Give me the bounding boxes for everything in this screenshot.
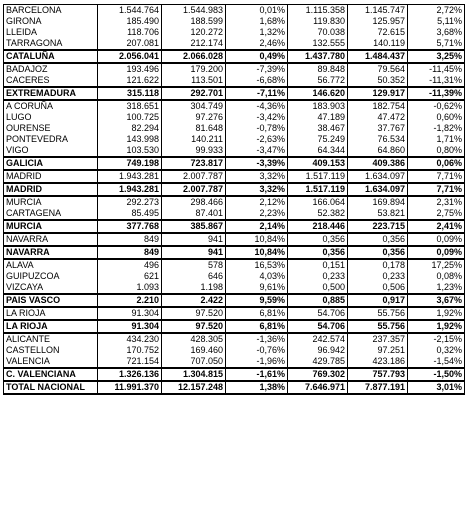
value-cell-c6: 2,41% bbox=[408, 220, 465, 233]
value-cell-c5: 7.877.191 bbox=[348, 381, 408, 394]
value-cell-c2: 87.401 bbox=[162, 208, 226, 220]
value-cell-c5: 1.145.747 bbox=[348, 5, 408, 17]
value-cell-c3: -3,47% bbox=[226, 145, 288, 157]
value-cell-c3: 3,32% bbox=[226, 170, 288, 183]
total-row bbox=[4, 246, 465, 259]
total-row bbox=[4, 220, 465, 233]
value-cell-c6: 3,01% bbox=[408, 381, 465, 394]
value-cell-c3: 4,03% bbox=[226, 271, 288, 282]
value-cell-c2: 2.066.028 bbox=[162, 50, 226, 63]
value-cell-c3: 10,84% bbox=[226, 233, 288, 246]
value-cell-c3: 2,12% bbox=[226, 196, 288, 208]
value-cell-c6: 2,31% bbox=[408, 196, 465, 208]
value-cell-c3: 2,23% bbox=[226, 208, 288, 220]
total-row bbox=[4, 50, 465, 63]
value-cell-c2: 97.520 bbox=[162, 307, 226, 320]
value-cell-c6: -11,31% bbox=[408, 75, 465, 87]
value-cell-c1: 621 bbox=[98, 271, 162, 282]
value-cell-c3: -7,39% bbox=[226, 63, 288, 75]
value-cell-c6: 0,60% bbox=[408, 112, 465, 123]
value-cell-c1: 1.544.764 bbox=[98, 5, 162, 17]
value-cell-c6: 0,80% bbox=[408, 145, 465, 157]
value-cell-c5: 97.251 bbox=[348, 345, 408, 356]
region-name-cell: LLEIDA bbox=[4, 27, 98, 38]
value-cell-c4: 0,151 bbox=[288, 259, 348, 271]
value-cell-c5: 223.715 bbox=[348, 220, 408, 233]
value-cell-c6: -1,54% bbox=[408, 356, 465, 368]
value-cell-c2: 81.648 bbox=[162, 123, 226, 134]
region-name-cell: GUIPUZCOA bbox=[4, 271, 98, 282]
value-cell-c2: 298.466 bbox=[162, 196, 226, 208]
region-name-cell: GALICIA bbox=[4, 157, 98, 170]
value-cell-c5: 0,233 bbox=[348, 271, 408, 282]
value-cell-c4: 70.038 bbox=[288, 27, 348, 38]
value-cell-c5: 47.472 bbox=[348, 112, 408, 123]
value-cell-c2: 304.749 bbox=[162, 100, 226, 112]
region-name-cell: C. VALENCIANA bbox=[4, 368, 98, 381]
value-cell-c5: 0,356 bbox=[348, 233, 408, 246]
value-cell-c2: 941 bbox=[162, 233, 226, 246]
table-row bbox=[4, 75, 465, 87]
value-cell-c3: -6,68% bbox=[226, 75, 288, 87]
value-cell-c1: 11.991.370 bbox=[98, 381, 162, 394]
value-cell-c2: 113.501 bbox=[162, 75, 226, 87]
value-cell-c1: 849 bbox=[98, 233, 162, 246]
value-cell-c6: 5,11% bbox=[408, 16, 465, 27]
value-cell-c2: 578 bbox=[162, 259, 226, 271]
value-cell-c3: 9,61% bbox=[226, 282, 288, 294]
table-row bbox=[4, 333, 465, 345]
value-cell-c1: 496 bbox=[98, 259, 162, 271]
value-cell-c1: 82.294 bbox=[98, 123, 162, 134]
table-row bbox=[4, 16, 465, 27]
value-cell-c1: 143.998 bbox=[98, 134, 162, 145]
value-cell-c2: 212.174 bbox=[162, 38, 226, 50]
value-cell-c6: 1,92% bbox=[408, 307, 465, 320]
value-cell-c5: 423.186 bbox=[348, 356, 408, 368]
region-name-cell: A CORUÑA bbox=[4, 100, 98, 112]
value-cell-c5: 0,917 bbox=[348, 294, 408, 307]
table-row bbox=[4, 282, 465, 294]
value-cell-c5: 37.767 bbox=[348, 123, 408, 134]
value-cell-c3: 3,32% bbox=[226, 183, 288, 196]
value-cell-c2: 2.007.787 bbox=[162, 183, 226, 196]
region-name-cell: LUGO bbox=[4, 112, 98, 123]
value-cell-c6: 0,09% bbox=[408, 246, 465, 259]
value-cell-c1: 749.198 bbox=[98, 157, 162, 170]
value-cell-c4: 7.646.971 bbox=[288, 381, 348, 394]
region-name-cell: PONTEVEDRA bbox=[4, 134, 98, 145]
value-cell-c4: 56.772 bbox=[288, 75, 348, 87]
value-cell-c5: 0,356 bbox=[348, 246, 408, 259]
region-name-cell: GIRONA bbox=[4, 16, 98, 27]
value-cell-c5: 409.386 bbox=[348, 157, 408, 170]
value-cell-c1: 1.943.281 bbox=[98, 183, 162, 196]
value-cell-c4: 1.517.119 bbox=[288, 183, 348, 196]
value-cell-c3: -0,78% bbox=[226, 123, 288, 134]
table-row bbox=[4, 123, 465, 134]
value-cell-c5: 757.793 bbox=[348, 368, 408, 381]
value-cell-c3: 0,01% bbox=[226, 5, 288, 17]
value-cell-c2: 941 bbox=[162, 246, 226, 259]
total-row bbox=[4, 320, 465, 333]
region-name-cell: EXTREMADURA bbox=[4, 87, 98, 100]
value-cell-c4: 1.115.358 bbox=[288, 5, 348, 17]
value-cell-c1: 103.530 bbox=[98, 145, 162, 157]
total-row bbox=[4, 183, 465, 196]
value-cell-c3: -1,36% bbox=[226, 333, 288, 345]
value-cell-c1: 377.768 bbox=[98, 220, 162, 233]
value-cell-c2: 707.050 bbox=[162, 356, 226, 368]
value-cell-c4: 0,233 bbox=[288, 271, 348, 282]
value-cell-c2: 723.817 bbox=[162, 157, 226, 170]
value-cell-c6: -0,62% bbox=[408, 100, 465, 112]
value-cell-c2: 292.701 bbox=[162, 87, 226, 100]
value-cell-c4: 54.706 bbox=[288, 307, 348, 320]
value-cell-c3: -1,61% bbox=[226, 368, 288, 381]
table-row bbox=[4, 112, 465, 123]
region-name-cell: TOTAL NACIONAL bbox=[4, 381, 98, 394]
region-name-cell: CARTAGENA bbox=[4, 208, 98, 220]
value-cell-c3: 0,49% bbox=[226, 50, 288, 63]
region-name-cell: MADRID bbox=[4, 183, 98, 196]
region-name-cell: ALICANTE bbox=[4, 333, 98, 345]
value-cell-c4: 47.189 bbox=[288, 112, 348, 123]
table-row bbox=[4, 196, 465, 208]
value-cell-c1: 2.056.041 bbox=[98, 50, 162, 63]
value-cell-c4: 89.848 bbox=[288, 63, 348, 75]
value-cell-c5: 0,178 bbox=[348, 259, 408, 271]
region-name-cell: MURCIA bbox=[4, 196, 98, 208]
value-cell-c4: 0,500 bbox=[288, 282, 348, 294]
value-cell-c6: 1,23% bbox=[408, 282, 465, 294]
value-cell-c2: 169.460 bbox=[162, 345, 226, 356]
value-cell-c2: 385.867 bbox=[162, 220, 226, 233]
value-cell-c1: 91.304 bbox=[98, 320, 162, 333]
value-cell-c2: 12.157.248 bbox=[162, 381, 226, 394]
value-cell-c4: 242.574 bbox=[288, 333, 348, 345]
region-name-cell: ALAVA bbox=[4, 259, 98, 271]
value-cell-c4: 166.064 bbox=[288, 196, 348, 208]
value-cell-c3: 1,32% bbox=[226, 27, 288, 38]
table-row bbox=[4, 233, 465, 246]
value-cell-c3: 1,38% bbox=[226, 381, 288, 394]
value-cell-c1: 315.118 bbox=[98, 87, 162, 100]
value-cell-c6: -2,15% bbox=[408, 333, 465, 345]
total-row bbox=[4, 294, 465, 307]
value-cell-c4: 54.706 bbox=[288, 320, 348, 333]
value-cell-c3: 10,84% bbox=[226, 246, 288, 259]
value-cell-c2: 2.007.787 bbox=[162, 170, 226, 183]
region-name-cell: LA RIOJA bbox=[4, 307, 98, 320]
table-row bbox=[4, 100, 465, 112]
value-cell-c5: 1.634.097 bbox=[348, 183, 408, 196]
value-cell-c4: 1.517.119 bbox=[288, 170, 348, 183]
value-cell-c3: 2,46% bbox=[226, 38, 288, 50]
table-row bbox=[4, 170, 465, 183]
value-cell-c1: 207.081 bbox=[98, 38, 162, 50]
value-cell-c2: 188.599 bbox=[162, 16, 226, 27]
value-cell-c6: 2,72% bbox=[408, 5, 465, 17]
table-row bbox=[4, 63, 465, 75]
region-name-cell: CASTELLON bbox=[4, 345, 98, 356]
value-cell-c3: -3,42% bbox=[226, 112, 288, 123]
value-cell-c5: 1.484.437 bbox=[348, 50, 408, 63]
table-row bbox=[4, 356, 465, 368]
value-cell-c5: 64.860 bbox=[348, 145, 408, 157]
value-cell-c5: 76.534 bbox=[348, 134, 408, 145]
total-row bbox=[4, 157, 465, 170]
value-cell-c4: 429.785 bbox=[288, 356, 348, 368]
value-cell-c2: 428.305 bbox=[162, 333, 226, 345]
value-cell-c4: 64.344 bbox=[288, 145, 348, 157]
value-cell-c6: 0,32% bbox=[408, 345, 465, 356]
value-cell-c6: 1,92% bbox=[408, 320, 465, 333]
value-cell-c3: -4,36% bbox=[226, 100, 288, 112]
table-row bbox=[4, 145, 465, 157]
value-cell-c6: 7,71% bbox=[408, 170, 465, 183]
value-cell-c3: 2,14% bbox=[226, 220, 288, 233]
value-cell-c6: 7,71% bbox=[408, 183, 465, 196]
table-row bbox=[4, 27, 465, 38]
value-cell-c4: 1.437.780 bbox=[288, 50, 348, 63]
total-row bbox=[4, 368, 465, 381]
value-cell-c3: -2,63% bbox=[226, 134, 288, 145]
value-cell-c5: 169.894 bbox=[348, 196, 408, 208]
value-cell-c1: 721.154 bbox=[98, 356, 162, 368]
region-name-cell: MADRID bbox=[4, 170, 98, 183]
value-cell-c4: 218.446 bbox=[288, 220, 348, 233]
value-cell-c3: 6,81% bbox=[226, 307, 288, 320]
value-cell-c2: 646 bbox=[162, 271, 226, 282]
value-cell-c1: 118.706 bbox=[98, 27, 162, 38]
value-cell-c5: 182.754 bbox=[348, 100, 408, 112]
region-name-cell: PAIS VASCO bbox=[4, 294, 98, 307]
value-cell-c1: 2.210 bbox=[98, 294, 162, 307]
value-cell-c2: 1.304.815 bbox=[162, 368, 226, 381]
value-cell-c2: 140.211 bbox=[162, 134, 226, 145]
value-cell-c1: 185.490 bbox=[98, 16, 162, 27]
region-name-cell: BARCELONA bbox=[4, 5, 98, 17]
table-row bbox=[4, 208, 465, 220]
value-cell-c5: 237.357 bbox=[348, 333, 408, 345]
region-name-cell: NAVARRA bbox=[4, 233, 98, 246]
value-cell-c3: -1,96% bbox=[226, 356, 288, 368]
value-cell-c1: 91.304 bbox=[98, 307, 162, 320]
value-cell-c2: 99.933 bbox=[162, 145, 226, 157]
value-cell-c6: 3,25% bbox=[408, 50, 465, 63]
value-cell-c4: 132.555 bbox=[288, 38, 348, 50]
value-cell-c4: 38.467 bbox=[288, 123, 348, 134]
value-cell-c1: 170.752 bbox=[98, 345, 162, 356]
region-name-cell: LA RIOJA bbox=[4, 320, 98, 333]
value-cell-c1: 1.093 bbox=[98, 282, 162, 294]
value-cell-c5: 0,506 bbox=[348, 282, 408, 294]
value-cell-c4: 146.620 bbox=[288, 87, 348, 100]
value-cell-c6: 1,71% bbox=[408, 134, 465, 145]
table-body bbox=[4, 5, 465, 395]
table-row bbox=[4, 38, 465, 50]
value-cell-c4: 52.382 bbox=[288, 208, 348, 220]
value-cell-c6: 0,08% bbox=[408, 271, 465, 282]
value-cell-c4: 75.249 bbox=[288, 134, 348, 145]
value-cell-c4: 183.903 bbox=[288, 100, 348, 112]
region-name-cell: CATALUÑA bbox=[4, 50, 98, 63]
value-cell-c5: 125.957 bbox=[348, 16, 408, 27]
value-cell-c4: 96.942 bbox=[288, 345, 348, 356]
table-row bbox=[4, 134, 465, 145]
value-cell-c5: 53.821 bbox=[348, 208, 408, 220]
value-cell-c4: 0,356 bbox=[288, 233, 348, 246]
region-name-cell: TARRAGONA bbox=[4, 38, 98, 50]
total-row bbox=[4, 87, 465, 100]
value-cell-c6: 0,06% bbox=[408, 157, 465, 170]
value-cell-c6: 3,67% bbox=[408, 294, 465, 307]
region-name-cell: CACERES bbox=[4, 75, 98, 87]
value-cell-c6: 3,68% bbox=[408, 27, 465, 38]
value-cell-c1: 121.622 bbox=[98, 75, 162, 87]
value-cell-c4: 119.830 bbox=[288, 16, 348, 27]
value-cell-c6: 17,25% bbox=[408, 259, 465, 271]
value-cell-c3: -0,76% bbox=[226, 345, 288, 356]
value-cell-c2: 1.544.983 bbox=[162, 5, 226, 17]
value-cell-c1: 1.943.281 bbox=[98, 170, 162, 183]
table-row bbox=[4, 259, 465, 271]
value-cell-c1: 100.725 bbox=[98, 112, 162, 123]
value-cell-c5: 129.917 bbox=[348, 87, 408, 100]
value-cell-c6: -1,50% bbox=[408, 368, 465, 381]
value-cell-c2: 1.198 bbox=[162, 282, 226, 294]
table-row bbox=[4, 345, 465, 356]
value-cell-c5: 55.756 bbox=[348, 320, 408, 333]
value-cell-c5: 50.352 bbox=[348, 75, 408, 87]
region-name-cell: VIGO bbox=[4, 145, 98, 157]
value-cell-c4: 409.153 bbox=[288, 157, 348, 170]
value-cell-c3: 16,53% bbox=[226, 259, 288, 271]
value-cell-c3: -7,11% bbox=[226, 87, 288, 100]
table-row bbox=[4, 307, 465, 320]
value-cell-c6: -11,45% bbox=[408, 63, 465, 75]
value-cell-c3: 1,68% bbox=[226, 16, 288, 27]
value-cell-c1: 292.273 bbox=[98, 196, 162, 208]
value-cell-c6: 2,75% bbox=[408, 208, 465, 220]
region-name-cell: VALENCIA bbox=[4, 356, 98, 368]
value-cell-c4: 0,885 bbox=[288, 294, 348, 307]
region-name-cell: BADAJOZ bbox=[4, 63, 98, 75]
value-cell-c5: 1.634.097 bbox=[348, 170, 408, 183]
region-name-cell: NAVARRA bbox=[4, 246, 98, 259]
value-cell-c2: 2.422 bbox=[162, 294, 226, 307]
value-cell-c1: 434.230 bbox=[98, 333, 162, 345]
value-cell-c4: 769.302 bbox=[288, 368, 348, 381]
region-name-cell: OURENSE bbox=[4, 123, 98, 134]
value-cell-c5: 79.564 bbox=[348, 63, 408, 75]
region-name-cell: VIZCAYA bbox=[4, 282, 98, 294]
value-cell-c1: 849 bbox=[98, 246, 162, 259]
value-cell-c1: 318.651 bbox=[98, 100, 162, 112]
value-cell-c1: 1.326.136 bbox=[98, 368, 162, 381]
value-cell-c1: 85.495 bbox=[98, 208, 162, 220]
value-cell-c6: 5,71% bbox=[408, 38, 465, 50]
value-cell-c6: -1,82% bbox=[408, 123, 465, 134]
value-cell-c2: 179.200 bbox=[162, 63, 226, 75]
value-cell-c3: 9,59% bbox=[226, 294, 288, 307]
grand-total-row bbox=[4, 381, 465, 394]
value-cell-c5: 55.756 bbox=[348, 307, 408, 320]
value-cell-c2: 97.276 bbox=[162, 112, 226, 123]
value-cell-c6: 0,09% bbox=[408, 233, 465, 246]
statistics-table bbox=[3, 4, 465, 395]
table-row bbox=[4, 271, 465, 282]
value-cell-c3: -3,39% bbox=[226, 157, 288, 170]
value-cell-c5: 140.119 bbox=[348, 38, 408, 50]
value-cell-c1: 193.496 bbox=[98, 63, 162, 75]
value-cell-c6: -11,39% bbox=[408, 87, 465, 100]
value-cell-c5: 72.615 bbox=[348, 27, 408, 38]
value-cell-c2: 120.272 bbox=[162, 27, 226, 38]
value-cell-c3: 6,81% bbox=[226, 320, 288, 333]
value-cell-c2: 97.520 bbox=[162, 320, 226, 333]
table-row bbox=[4, 5, 465, 17]
region-name-cell: MURCIA bbox=[4, 220, 98, 233]
value-cell-c4: 0,356 bbox=[288, 246, 348, 259]
